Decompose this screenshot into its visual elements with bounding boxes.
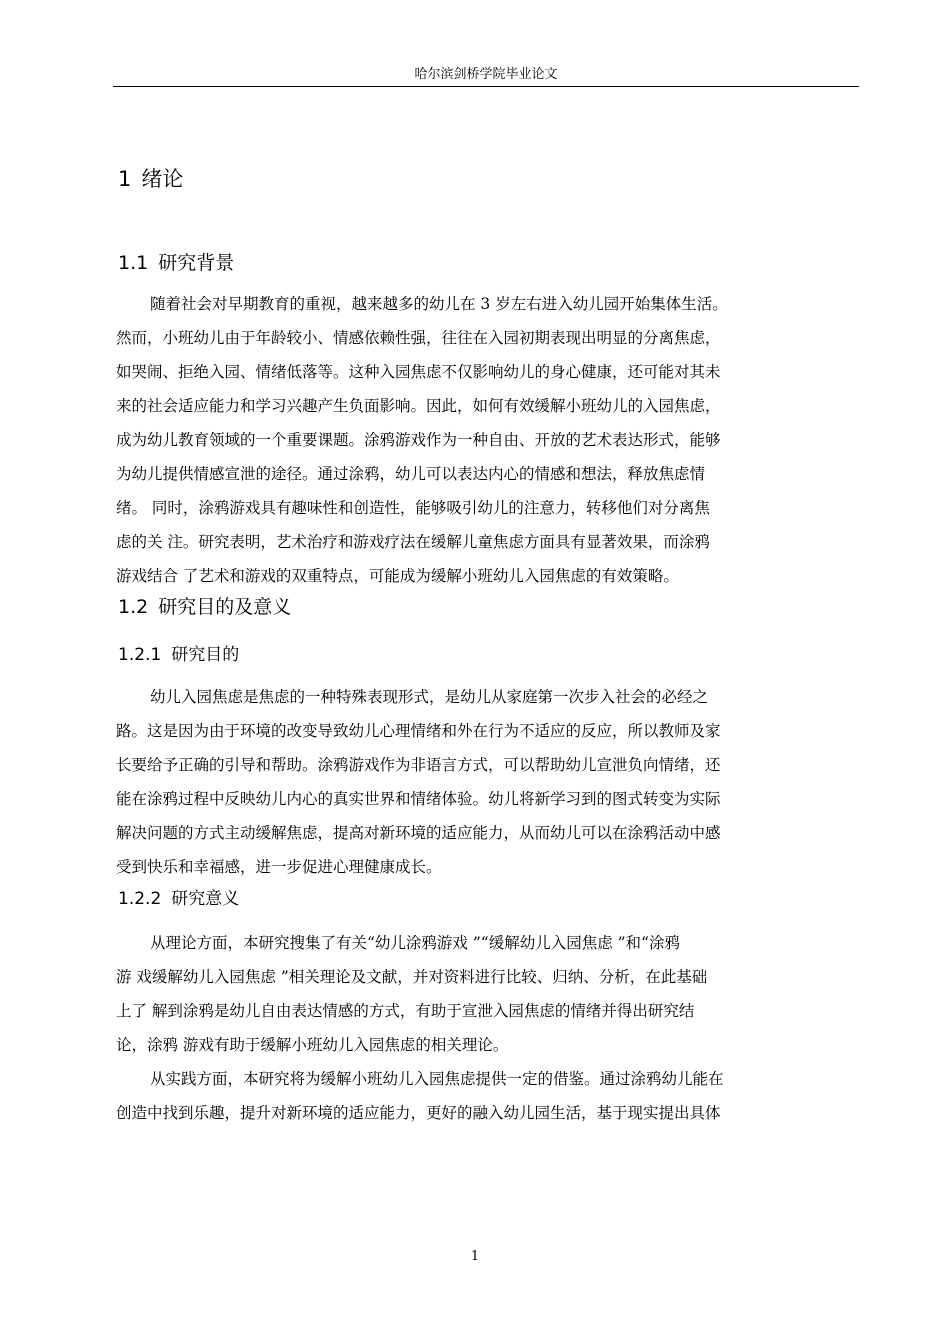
section-heading-1-2 bbox=[118, 593, 291, 621]
text-line: 长要给予正确的引导和帮助。涂鸦游戏作为非语言方式，可以帮助幼儿宣泄负向情绪，还 bbox=[116, 756, 721, 774]
page-number: 1 bbox=[470, 1249, 480, 1264]
running-header: 哈尔滨剑桥学院毕业论文 bbox=[414, 67, 558, 82]
subsection-heading-1-2-2 bbox=[118, 886, 239, 912]
text-line: 解决问题的方式主动缓解焦虑，提高对新环境的适应能力，从而幼儿可以在涂鸦活动中感 bbox=[116, 824, 721, 842]
section-title: 研究目的及意义 bbox=[158, 596, 292, 618]
section-title: 研究背景 bbox=[158, 252, 235, 274]
paragraph-background bbox=[116, 287, 862, 593]
text-line: 从实践方面，本研究将为缓解小班幼儿入园焦虑提供一定的借鉴。通过涂鸦幼儿能在 bbox=[150, 1070, 724, 1088]
subsection-number: 1.2.2 bbox=[118, 889, 162, 909]
text-line: 绪。 同时，涂鸦游戏具有趣味性和创造性，能够吸引幼儿的注意力，转移他们对分离焦 bbox=[116, 499, 710, 517]
paragraph-significance-practice bbox=[116, 1062, 862, 1130]
text-line: 从理论方面，本研究搜集了有关“幼儿涂鸦游戏 ”“缓解幼儿入园焦虑 ”和“涂鸦 bbox=[150, 934, 680, 952]
text-line: 随着社会对早期教育的重视，越来越多的幼儿在 3 岁左右进入幼儿园开始集体生活。 bbox=[150, 295, 728, 313]
text-line: 虑的关 注。研究表明，艺术治疗和游戏疗法在缓解儿童焦虑方面具有显著效果，而涂鸦 bbox=[116, 533, 710, 551]
text-line: 创造中找到乐趣，提升对新环境的适应能力，更好的融入幼儿园生活，基于现实提出具体 bbox=[116, 1104, 721, 1122]
text-line: 为幼儿提供情感宣泄的途径。通过涂鸦，幼儿可以表达内心的情感和想法，释放焦虑情 bbox=[116, 465, 706, 483]
text-line: 游戏结合 了艺术和游戏的双重特点，可能成为缓解小班幼儿入园焦虑的有效策略。 bbox=[116, 567, 679, 585]
text-line: 来的社会适应能力和学习兴趣产生负面影响。因此，如何有效缓解小班幼儿的入园焦虑， bbox=[116, 397, 721, 415]
chapter-heading bbox=[118, 164, 183, 194]
subsection-heading-1-2-1 bbox=[118, 642, 239, 668]
text-line: 上了 解到涂鸦是幼儿自由表达情感的方式，有助于宣泄入园焦虑的情绪并得出研究结 bbox=[116, 1002, 695, 1020]
text-line: 受到快乐和幸福感，进一步促进心理健康成长。 bbox=[116, 858, 442, 876]
text-line: 幼儿入园焦虑是焦虑的一种特殊表现形式，是幼儿从家庭第一次步入社会的必经之 bbox=[150, 688, 709, 706]
section-number: 1.2 bbox=[118, 596, 149, 618]
paragraph-significance-theory bbox=[116, 926, 862, 1062]
header-divider bbox=[113, 86, 859, 87]
subsection-title: 研究意义 bbox=[171, 889, 240, 909]
text-line: 成为幼儿教育领域的一个重要课题。涂鸦游戏作为一种自由、开放的艺术表达形式，能够 bbox=[116, 431, 721, 449]
subsection-title: 研究目的 bbox=[171, 645, 240, 665]
paragraph-purpose bbox=[116, 680, 862, 884]
text-line: 游 戏缓解幼儿入园焦虑 ”相关理论及文献，并对资料进行比较、归纳、分析，在此基础 bbox=[116, 968, 708, 986]
chapter-number: 1 bbox=[118, 167, 132, 191]
text-line: 如哭闹、拒绝入园、情绪低落等。这种入园焦虑不仅影响幼儿的身心健康，还可能对其未 bbox=[116, 363, 721, 381]
text-line: 路。这是因为由于环境的改变导致幼儿心理情绪和外在行为不适应的反应，所以教师及家 bbox=[116, 722, 721, 740]
chapter-title: 绪论 bbox=[141, 167, 184, 191]
section-number: 1.1 bbox=[118, 252, 149, 274]
text-line: 能在涂鸦过程中反映幼儿内心的真实世界和情绪体验。幼儿将新学习到的图式转变为实际 bbox=[116, 790, 721, 808]
section-heading-1-1 bbox=[118, 249, 234, 277]
text-line: 论，涂鸦 游戏有助于缓解小班幼儿入园焦虑的相关理论。 bbox=[116, 1036, 509, 1054]
subsection-number: 1.2.1 bbox=[118, 645, 162, 665]
text-line: 然而，小班幼儿由于年龄较小、情感依赖性强，往往在入园初期表现出明显的分离焦虑， bbox=[116, 329, 721, 347]
